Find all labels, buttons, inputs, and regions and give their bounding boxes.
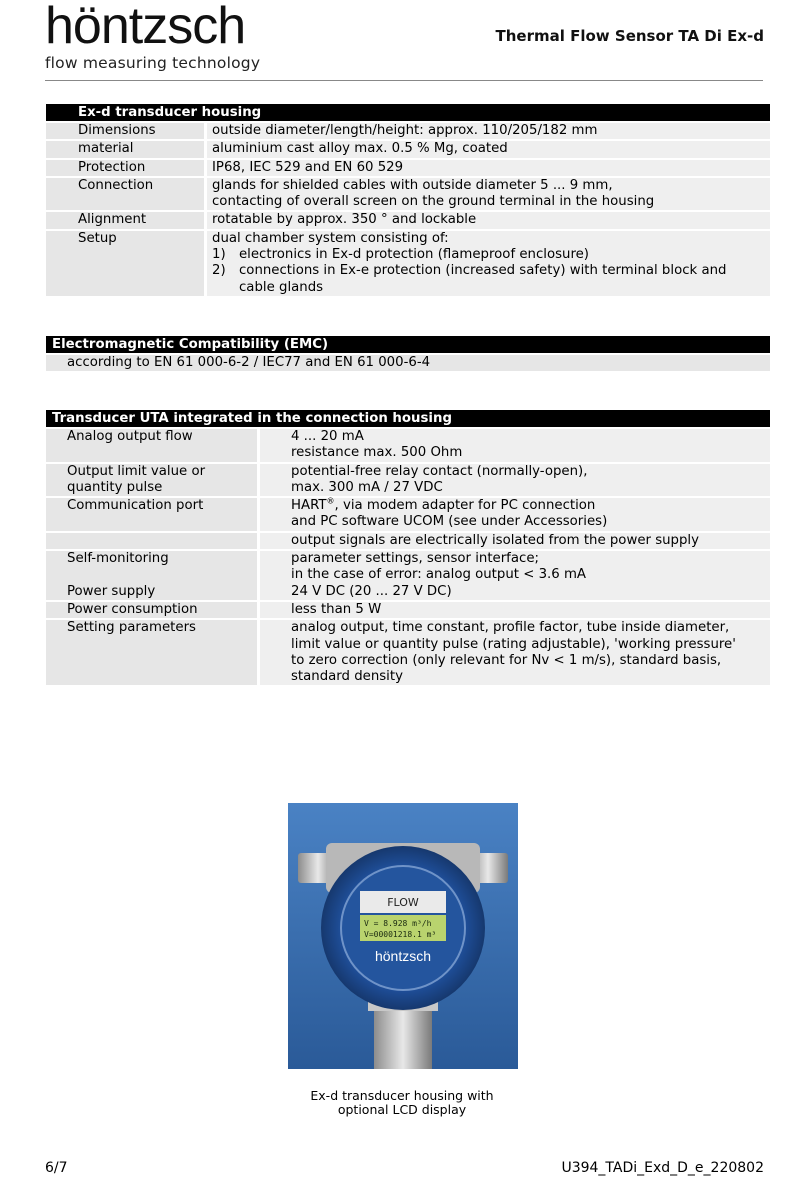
value-line: and PC software UCOM (see under Accessories)	[291, 514, 608, 530]
value-line: glands for shielded cables with outside diameter 5 ... 9 mm,	[212, 177, 613, 193]
row-key: Dimensions	[46, 123, 204, 139]
list-item	[212, 263, 770, 279]
caption-line: optional LCD display	[337, 1102, 467, 1117]
row-value	[260, 498, 770, 531]
uta-table-heading: Transducer UTA integrated in the connection housing	[46, 410, 770, 427]
uta-table	[46, 410, 770, 685]
value-line: dual chamber system consisting of:	[212, 230, 449, 246]
key-line: Self-monitoring	[67, 551, 169, 567]
value-line: in the case of error: analog output < 3.6 mA	[291, 567, 586, 583]
table-row	[46, 178, 770, 211]
row-key: Protection	[46, 160, 204, 176]
caption-line: Ex-d transducer housing with	[310, 1088, 494, 1103]
key-line: quantity pulse	[67, 479, 163, 495]
table-row	[46, 551, 770, 600]
table-row	[46, 212, 770, 228]
value-line: contacting of overall screen on the ground terminal in the housing	[212, 194, 655, 210]
device-brand: höntzsch	[374, 948, 432, 964]
row-key	[46, 533, 257, 549]
page-number: 6/7	[45, 1160, 68, 1176]
logo-wordmark: höntzsch	[45, 0, 246, 55]
value-line: to zero correction (only relevant for Nv < 1 m/s), standard basis,	[291, 652, 722, 668]
row-key	[46, 464, 257, 497]
row-value: IP68, IEC 529 and EN 60 529	[207, 160, 770, 176]
value-text: , via modem adapter for PC connection	[334, 498, 596, 514]
row-key: Setting parameters	[46, 620, 257, 685]
company-logo	[45, 2, 305, 72]
row-key	[46, 551, 257, 600]
value-line: resistance max. 500 Ohm	[291, 445, 463, 461]
display-label-text: FLOW	[387, 896, 419, 909]
registered-mark: ®	[326, 496, 335, 506]
row-key: Setup	[46, 231, 204, 296]
value-line: max. 300 mA / 27 VDC	[291, 479, 443, 495]
row-key: Connection	[46, 178, 204, 211]
list-text-continued: cable glands	[239, 279, 324, 295]
value-line: parameter settings, sensor interface;	[291, 551, 539, 567]
row-value	[207, 178, 770, 211]
row-key: Alignment	[46, 212, 204, 228]
key-line: Output limit value or	[67, 463, 206, 479]
row-key: Analog output flow	[46, 429, 257, 462]
value-line: limit value or quantity pulse (rating adjustable), 'working pressure'	[291, 636, 736, 652]
product-photo	[288, 803, 518, 1069]
table-row	[46, 498, 770, 531]
row-value: less than 5 W	[260, 602, 770, 618]
sensor-stem	[374, 1003, 432, 1069]
row-value: output signals are electrically isolated from the power supply	[260, 533, 770, 549]
row-key: Power consumption	[46, 602, 257, 618]
row-value: aluminium cast alloy max. 0.5 % Mg, coated	[207, 141, 770, 157]
logo-tagline: flow measuring technology	[45, 54, 261, 72]
table-row	[46, 620, 770, 685]
table-row	[46, 429, 770, 462]
lcd-line-2: V=00001218.1 m³	[364, 930, 437, 939]
row-value: outside diameter/length/height: approx. 110/205/182 mm	[207, 123, 770, 139]
emc-text: according to EN 61 000-6-2 / IEC77 and EN 61 000-6-4	[46, 355, 770, 371]
exd-housing-table	[46, 104, 770, 296]
list-number: 2)	[212, 263, 226, 279]
key-line: Power supply	[67, 583, 156, 599]
table-row	[46, 123, 770, 139]
exd-table-heading: Ex-d transducer housing	[46, 104, 770, 121]
figure-caption	[287, 1089, 517, 1117]
emc-table	[46, 336, 770, 371]
table-row	[46, 533, 770, 549]
row-key: Communication port	[46, 498, 257, 531]
document-id: U394_TADi_Exd_D_e_220802	[561, 1160, 764, 1176]
lcd-line-1: V = 8.928 m³/h	[364, 919, 432, 928]
value-line: analog output, time constant, profile factor, tube inside diameter,	[291, 620, 730, 636]
row-value	[260, 464, 770, 497]
value-line: standard density	[291, 669, 403, 685]
table-row	[46, 160, 770, 176]
table-row	[46, 602, 770, 618]
emc-heading: Electromagnetic Compatibility (EMC)	[46, 336, 770, 353]
hart-text: HART	[291, 498, 327, 514]
list-item	[212, 247, 770, 263]
row-value	[207, 231, 770, 296]
list-text: connections in Ex-e protection (increased safety) with terminal block and	[239, 263, 727, 279]
row-value	[260, 429, 770, 462]
value-line: 4 ... 20 mA	[291, 429, 364, 444]
header-divider	[45, 80, 763, 81]
value-line: potential-free relay contact (normally-open),	[291, 463, 588, 479]
table-row	[46, 141, 770, 157]
list-number: 1)	[212, 247, 226, 263]
row-value	[260, 551, 770, 600]
row-key: material	[46, 141, 204, 157]
row-value: rotatable by approx. 350 ° and lockable	[207, 212, 770, 228]
list-text: electronics in Ex-d protection (flameproof enclosure)	[239, 247, 589, 263]
table-row	[46, 231, 770, 296]
table-row	[46, 464, 770, 497]
value-line: 24 V DC (20 ... 27 V DC)	[291, 583, 452, 599]
document-title: Thermal Flow Sensor TA Di Ex-d	[495, 27, 764, 45]
value-line	[291, 498, 770, 514]
row-value	[260, 620, 770, 685]
key-line	[67, 567, 257, 583]
